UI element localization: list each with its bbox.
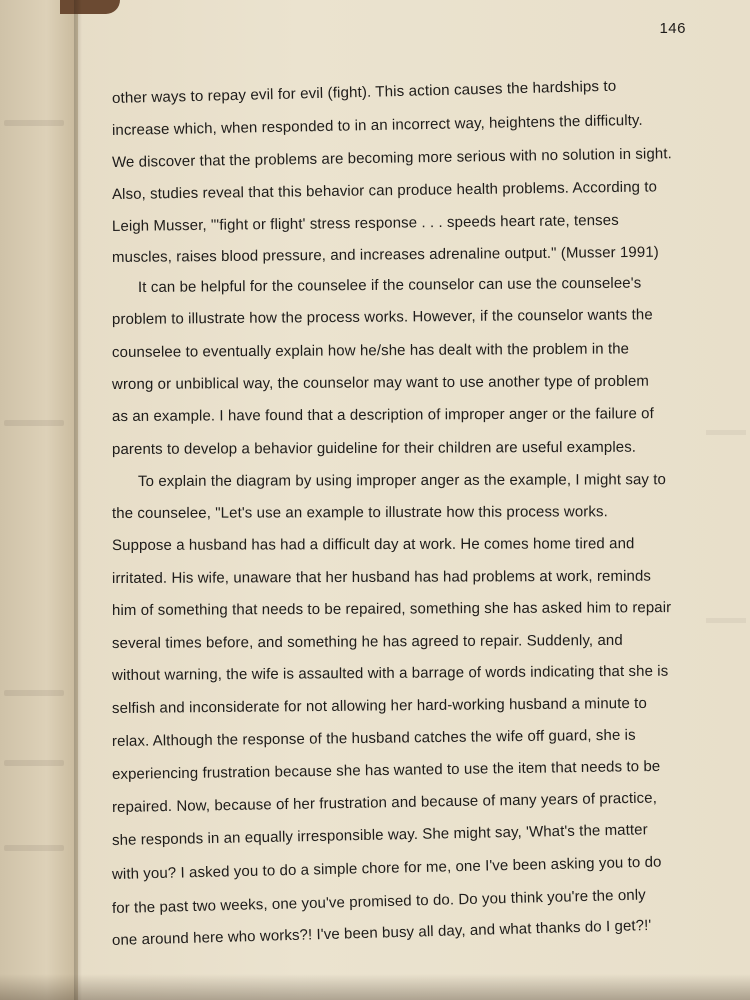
body-line: selfish and inconsiderate for not allowing her hard-working husband a minute to: [111, 694, 647, 717]
body-line: It can be helpful for the counselee if the counselor can use the counselee's: [137, 274, 642, 296]
body-line: counselee to eventually explain how he/she has dealt with the problem in the: [111, 340, 630, 361]
body-line: muscles, raises blood pressure, and increases adrenaline output." (Musser 1991): [111, 243, 659, 266]
book-gutter-shadow: [74, 0, 82, 1000]
book-cover-corner: [60, 0, 120, 14]
page-bottom-shadow: [0, 974, 750, 1000]
body-line: the counselee, "Let's use an example to illustrate how this process works.: [111, 503, 608, 522]
body-line: relax. Although the response of the husband catches the wife off guard, she is: [111, 726, 636, 750]
body-line: irritated. His wife, unaware that her husband has had problems at work, reminds: [111, 567, 652, 587]
body-line: with you? I asked you to do a simple chore for me, one I've been asking you to do: [111, 853, 662, 883]
body-line: Leigh Musser, "'fight or flight' stress response . . . speeds heart rate, tenses: [111, 211, 619, 235]
body-line: We discover that the problems are becoming more serious with no solution in sight.: [111, 145, 672, 171]
body-line: other ways to repay evil for evil (fight). This action causes the hardships to: [111, 77, 617, 107]
body-line: parents to develop a behavior guideline for their children are useful examples.: [111, 438, 637, 458]
body-line: experiencing frustration because she has wanted to use the item that needs to be: [111, 757, 661, 783]
body-line: she responds in an equally irresponsible way. She might say, 'What's the matter: [111, 821, 648, 849]
body-line: Also, studies reveal that this behavior can produce health problems. According to: [111, 178, 658, 203]
body-line: increase which, when responded to in an incorrect way, heightens the difficulty.: [111, 111, 643, 139]
facing-page-edge: [0, 0, 78, 1000]
body-line: him of something that needs to be repaired, something she has asked him to repair: [111, 599, 672, 619]
body-line: as an example. I have found that a description of improper anger or the failure of: [111, 405, 654, 425]
body-line: To explain the diagram by using improper anger as the example, I might say to: [137, 471, 667, 490]
body-line: without warning, the wife is assaulted with a barrage of words indicating that she is: [111, 662, 669, 684]
page-number: 146: [659, 20, 686, 37]
body-line: one around here who works?! I've been busy all day, and what thanks do I get?!': [111, 916, 652, 949]
body-line: Suppose a husband has had a difficult day at work. He comes home tired and: [111, 535, 635, 554]
body-line: several times before, and something he has agreed to repair. Suddenly, and: [111, 631, 623, 652]
body-line: repaired. Now, because of her frustration and because of many years of practice,: [111, 789, 658, 816]
body-line: for the past two weeks, one you've promised to do. Do you think you're the only: [111, 886, 646, 917]
body-line: problem to illustrate how the process works. However, if the counselor wants the: [111, 306, 653, 328]
body-line: wrong or unbiblical way, the counselor may want to use another type of problem: [111, 372, 650, 393]
book-page: [92, 14, 712, 984]
